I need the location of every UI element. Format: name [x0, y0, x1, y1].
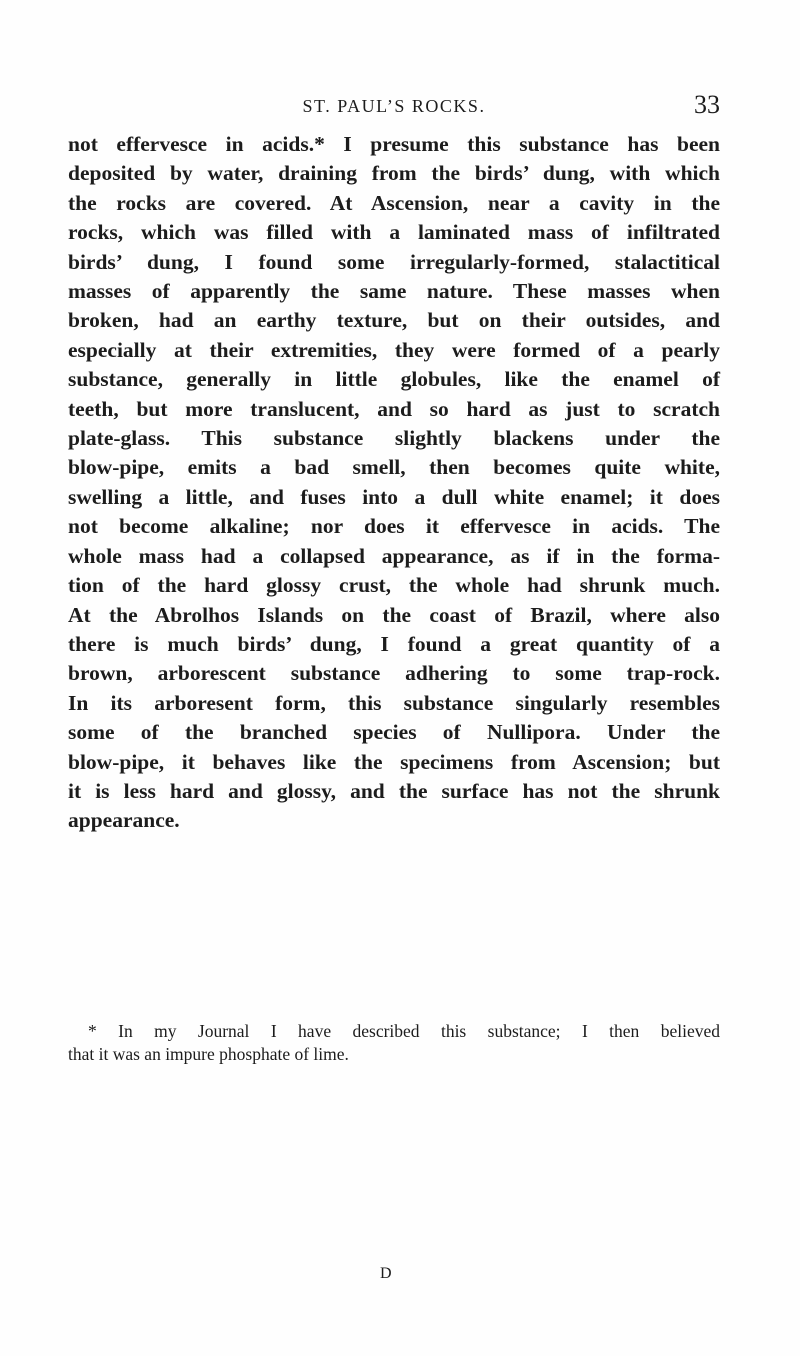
text-line: it is less hard and glossy, and the surface has not the shrunk [68, 778, 720, 803]
text-line: whole mass had a collapsed appearance, as if in the forma- [68, 543, 720, 568]
footnote [68, 1020, 720, 1066]
text-line: some of the branched species of Nullipora. Under the [68, 720, 720, 745]
footnote-line: that it was an impure phosphate of lime. [68, 1044, 349, 1064]
text-line: blow-pipe, it behaves like the specimens from Ascension; but [68, 749, 720, 774]
text-line: deposited by water, draining from the birds’ dung, with which [68, 161, 720, 186]
text-line: not effervesce in acids.* I presume this substance has been [68, 132, 720, 156]
text-line: appearance. [68, 808, 180, 833]
text-line: the rocks are covered. At Ascension, near a cavity in the [68, 190, 720, 215]
text-line: not become alkaline; nor does it effervesce in acids. The [68, 514, 720, 539]
text-line: swelling a little, and fuses into a dull white enamel; it does [68, 484, 720, 509]
text-line: birds’ dung, I found some irregularly-formed, stalactitical [68, 249, 720, 274]
text-line: plate-glass. This substance slightly blackens under the [68, 426, 720, 451]
text-line: teeth, but more translucent, and so hard as just to scratch [68, 396, 720, 421]
text-line: In its arboresent form, this substance singularly resembles [68, 690, 720, 715]
text-line: masses of apparently the same nature. These masses when [68, 279, 720, 304]
text-line: At the Abrolhos Islands on the coast of Brazil, where also [68, 602, 720, 627]
signature-mark: D [380, 1265, 392, 1282]
running-title: ST. PAUL’S ROCKS. [302, 96, 486, 116]
footnote-line: * In my Journal I have described this substance; I then believed [88, 1021, 720, 1041]
text-line: there is much birds’ dung, I found a great quantity of a [68, 631, 720, 656]
text-line: rocks, which was filled with a laminated mass of infiltrated [68, 220, 720, 245]
text-line: brown, arborescent substance adhering to some trap-rock. [68, 661, 720, 686]
text-line: broken, had an earthy texture, but on their outsides, and [68, 308, 720, 333]
text-line: especially at their extremities, they were formed of a pearly [68, 337, 720, 362]
running-head [68, 86, 720, 126]
page-number: 33 [694, 90, 720, 119]
text-line: blow-pipe, emits a bad smell, then becomes quite white, [68, 455, 720, 480]
text-line: substance, generally in little globules, like the enamel of [68, 367, 720, 392]
text-line: tion of the hard glossy crust, the whole had shrunk much. [68, 573, 720, 598]
body-paragraph [68, 130, 720, 836]
